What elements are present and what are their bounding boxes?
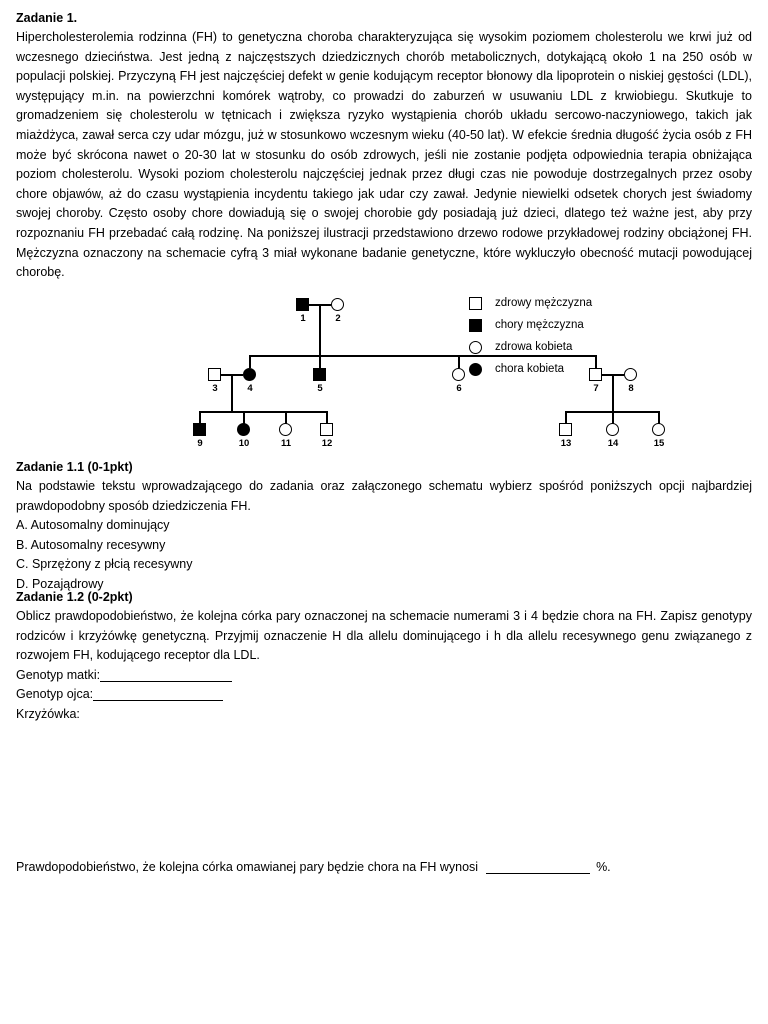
pedigree-individual-9: [193, 423, 206, 436]
pedigree-label-13: 13: [560, 438, 572, 449]
pedigree-individual-5: [313, 368, 326, 381]
pedigree-label-11: 11: [280, 438, 292, 449]
pedigree-individual-12: [320, 423, 333, 436]
open-square-icon: [469, 297, 482, 310]
task-1-body: Hipercholesterolemia rodzinna (FH) to genetyczna choroba charakteryzująca się wysokim poziomem cholesterolu we krwi już od wczesnego dzieciństwa. Jest jedną z najczęstszych dziedzicznych chorób metabolicznych, dotykającą około 1 na 250 osób w populacji polskiej. Przyczyną FH jest najczęściej defekt w genie kodującym receptor błonowy dla lipoprotein o niskiej gęstości (LDL), występujący m.in. na powierzchni komórek wątroby, co prowadzi do zaburzeń w usuwaniu LDL z krwiobiegu. Skutkuje to gromadzeniem się cholesterolu w tętnicach i zwiększa ryzyko wystąpienia chorób układu sercowo-naczyniowego, takich jak miażdżyca, zawał serca czy udar mózgu, już w stosunkowo wczesnym wieku (40-50 lat). W efekcie średnia długość życia osób z FH może być skrócona nawet o 20-30 lat w stosunku do osób zdrowych, jeśli nie zostanie podjęta odpowiednia terapia obniżająca poziom cholesterolu. Wysoki poziom cholesterolu najczęściej jednak przez długi czas nie powoduje dostrzegalnych przez osoby chore objawów, aż do czasu wystąpienia incydentu takiego jak udar czy zawał. Jedynie niewielki odsetek chorych jest świadomy swojej choroby. Często osoby chore dowiadują się o swojej chorobie gdy posiadają już dzieci, dlatego też ważne jest, aby przy rozpoznaniu FH przebadać całą rodzinę. Na poniższej ilustracji przedstawiono drzewo rodowe przykładowej rodziny obciążonej FH. Mężczyzna oznaczony na schemacie cyfrą 3 miał wykonane badanie genetyczne, które wykluczyło obecność mutacji powodującej chorobę.: [16, 30, 752, 280]
legend-label-affected-female: chora kobieta: [495, 363, 565, 375]
pedigree-individual-1: [296, 298, 309, 311]
mother-genotype-label: Genotyp matki:: [16, 667, 101, 682]
pedigree-label-1: 1: [300, 313, 306, 324]
legend-label-healthy-male: zdrowy mężczyzna: [495, 297, 593, 309]
legend-row-healthy-male: [469, 294, 659, 316]
final-answer-prefix: Prawdopodobieństwo, że kolejna córka omawianej pary będzie chora na FH wynosi: [16, 860, 479, 874]
pedigree-label-15: 15: [653, 438, 665, 449]
task-1-1-section: [16, 459, 752, 595]
pedigree-individual-15: [652, 423, 665, 436]
pedigree-individual-14: [606, 423, 619, 436]
legend-row-healthy-female: [469, 338, 659, 360]
father-genotype-label: Genotyp ojca:: [16, 687, 94, 702]
task-1-1-heading: Zadanie 1.1 (0-1pkt): [16, 460, 133, 474]
father-genotype-row: [16, 685, 752, 705]
pedigree-label-4: 4: [247, 383, 253, 394]
pedigree-label-3: 3: [212, 383, 218, 394]
final-answer-input[interactable]: [486, 873, 590, 874]
filled-circle-icon: [469, 363, 482, 376]
legend-row-affected-male: [469, 316, 659, 338]
filled-square-icon: [469, 319, 482, 332]
pedigree-individual-11: [279, 423, 292, 436]
legend-label-affected-male: chory mężczyzna: [495, 319, 584, 331]
task-1-2-body: Oblicz prawdopodobieństwo, że kolejna córka pary oznaczonej na schemacie numerami 3 i 4 będzie chora na FH. Zapisz genotypy rodziców i krzyżówkę genetyczną. Przyjmij oznaczenie H dla allelu dominującego i h dla allelu recesywnego genu związanego z rozwojem FH, kodującego receptor dla LDL.: [16, 609, 752, 663]
task-1-2-heading: Zadanie 1.2 (0-2pkt): [16, 590, 133, 604]
pedigree-individual-4: [243, 368, 256, 381]
pedigree-label-7: 7: [593, 383, 599, 394]
task-1-2-section: [16, 589, 752, 725]
legend-row-affected-female: [469, 360, 659, 382]
punnett-square-row: [16, 705, 752, 725]
child-stub-6: [458, 355, 460, 368]
pedigree-individual-6: [452, 368, 465, 381]
pedigree-label-9: 9: [197, 438, 203, 449]
pedigree-label-2: 2: [335, 313, 341, 324]
final-answer-section: [16, 858, 752, 878]
sibship-bar-gen3-left: [199, 411, 327, 413]
task-1-1-body: Na podstawie tekstu wprowadzającego do zadania oraz załączonego schematu wybierz spośród poniższych opcji najbardziej prawdopodobny sposób dziedziczenia FH.: [16, 479, 752, 513]
pedigree-individual-3: [208, 368, 221, 381]
pedigree-label-14: 14: [607, 438, 619, 449]
task-1-1-option-c[interactable]: C. Sprzężony z płcią recesywny: [16, 557, 193, 572]
pedigree-individual-10: [237, 423, 250, 436]
task-1-1-option-b[interactable]: B. Autosomalny recesywny: [16, 537, 166, 552]
mother-genotype-row: [16, 666, 752, 686]
punnett-square-label: Krzyżówka:: [16, 706, 80, 721]
father-genotype-input[interactable]: [93, 700, 223, 701]
pedigree-label-8: 8: [628, 383, 634, 394]
descent-line-gen1: [319, 304, 321, 356]
open-circle-icon: [469, 341, 482, 354]
pedigree-label-10: 10: [238, 438, 250, 449]
task-1-1-option-d[interactable]: D. Pozajądrowy: [16, 576, 104, 591]
task-1-heading: Zadanie 1.: [16, 11, 78, 25]
final-answer-row: [16, 858, 752, 878]
legend-label-healthy-female: zdrowa kobieta: [495, 341, 573, 353]
pedigree-individual-2: [331, 298, 344, 311]
descent-line-3-4: [231, 374, 233, 412]
final-answer-suffix: %.: [596, 860, 611, 874]
task-1-section: [16, 10, 752, 283]
pedigree-label-5: 5: [317, 383, 323, 394]
pedigree-legend: [469, 294, 659, 382]
pedigree-label-6: 6: [456, 383, 462, 394]
pedigree-individual-13: [559, 423, 572, 436]
task-1-1-option-a[interactable]: A. Autosomalny dominujący: [16, 518, 170, 533]
child-stub-5: [319, 355, 321, 368]
mother-genotype-input[interactable]: [100, 681, 232, 682]
pedigree-label-12: 12: [321, 438, 333, 449]
child-stub-4: [249, 355, 251, 368]
